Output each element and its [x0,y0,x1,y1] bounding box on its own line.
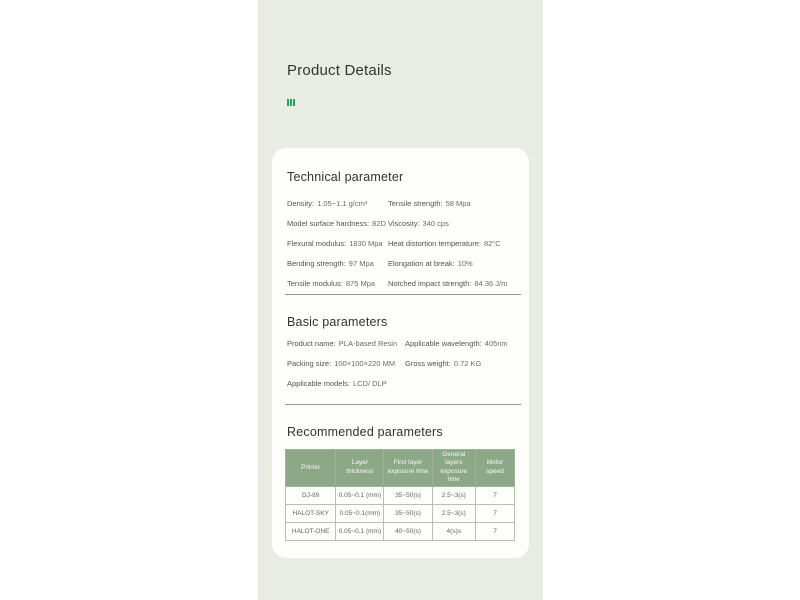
section-divider [285,404,521,405]
basic-left-column [287,334,405,394]
param-row: Tensile modulus: 875 Mpa [287,279,376,288]
technical-heading: Technical parameter [287,170,404,184]
param-row: Density: 1.05~1.1 g/cm³ [287,199,368,208]
table-cell: 7 [476,504,515,522]
table-cell: 0.05~0.1 (mm) [336,522,384,540]
table-cell: HALOT-SKY [286,504,336,522]
table-cell: 2.5~3(s) [432,486,476,504]
param-row: Gross weight: 0.72 KG [405,359,482,368]
param-row: Heat distortion temperature: 82°C [388,239,501,248]
param-row: Packing size: 100×100×220 MM [287,359,396,368]
table-cell: 35~50(s) [384,486,432,504]
section-divider [285,294,521,295]
column-header-general-layers-exposure: General layers exposure time [432,450,476,487]
triple-bars-icon [287,99,295,106]
recommended-heading: Recommended parameters [287,425,443,439]
table-row [286,504,515,522]
table-row [286,522,515,540]
table-cell: 2.5~3(s) [432,504,476,522]
basic-heading: Basic parameters [287,315,388,329]
param-row: Flexural modulus: 1830 Mpa [287,239,383,248]
param-row: Notched impact strength: 84.36 J/m [388,279,508,288]
param-row: Applicable models: LCD/ DLP [287,379,387,388]
technical-params [287,194,515,294]
table-cell: 4(s)s [432,522,476,540]
basic-right-column [405,334,508,394]
product-details-page [258,0,543,600]
technical-left-column [287,194,388,294]
param-row: Applicable wavelength: 405nm [405,339,508,348]
param-row: Model surface hardness: 82D [287,219,386,228]
details-card [272,148,529,558]
table-cell: 35~50(s) [384,504,432,522]
basic-params [287,334,515,394]
column-header-first-layer-exposure: First layer exposure time [384,450,432,487]
table-cell: 7 [476,522,515,540]
table-cell: 0.05~0.1(mm) [336,504,384,522]
table-cell: 7 [476,486,515,504]
table-row [286,486,515,504]
page-title: Product Details [287,62,392,79]
table-cell: 0.05~0.1 (mm) [336,486,384,504]
column-header-layer-thickness: Layer thickness [336,450,384,487]
technical-right-column [388,194,507,294]
table-header-row [286,450,515,487]
table-cell: 40~50(s) [384,522,432,540]
recommended-parameters-table [285,449,515,541]
param-row: Tensile strength: 58 Mpa [388,199,471,208]
column-header-motor-speed: Motor speed [476,450,515,487]
table-cell: DJ-89 [286,486,336,504]
param-row: Product name: PLA-based Resin [287,339,398,348]
table-cell: HALOT-ONE [286,522,336,540]
column-header-printer: Printer [286,450,336,487]
param-row: Elongation at break: 10% [388,259,473,268]
param-row: Bending strength: 97 Mpa [287,259,374,268]
param-row: Viscosity: 340 cps [388,219,449,228]
